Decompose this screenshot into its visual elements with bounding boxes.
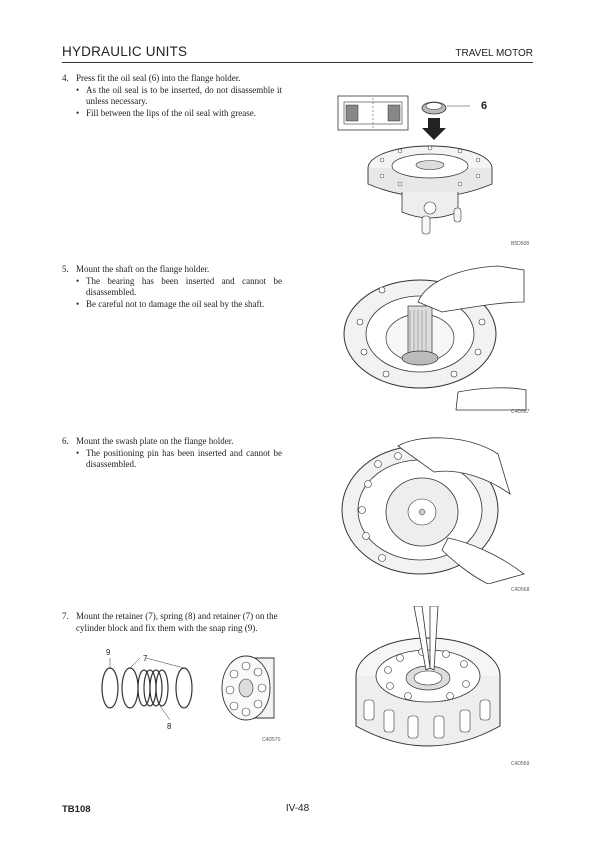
step-bullet: • As the oil seal is to be inserted, do not disassemble it unless necessary. [76, 85, 282, 108]
step-7 [62, 611, 282, 634]
page-number: IV-48 [285, 803, 310, 814]
chapter-title: TRAVEL MOTOR [455, 48, 533, 59]
step-number: 4. [62, 73, 69, 83]
step-6 [62, 436, 282, 471]
figure-code: C4D570 [262, 737, 281, 743]
figure-snap-ring-install [338, 606, 528, 766]
step-text: Mount the swash plate on the flange holder. [76, 436, 234, 446]
footer-model: TB108 [62, 804, 91, 815]
label-retainer: 7 [143, 654, 148, 663]
figure-swash-plate [338, 434, 528, 584]
callout-oil-seal: 6 [481, 100, 488, 112]
section-title: HYDRAULIC UNITS [62, 44, 188, 59]
step-bullet: • The bearing has been inserted and cannot be disassembled. [76, 276, 282, 299]
step-5 [62, 264, 282, 310]
figure-exploded-parts [98, 648, 288, 738]
step-number: 5. [62, 264, 69, 274]
step-text: Mount the shaft on the flange holder. [76, 264, 210, 274]
step-4 [62, 73, 282, 119]
step-number: 7. [62, 611, 69, 621]
step-bullet: • Be careful not to damage the oil seal by the shaft. [76, 299, 282, 311]
step-bullet: • Fill between the lips of the oil seal with grease. [76, 108, 282, 120]
figure-code: C4D569 [511, 761, 530, 767]
step-bullet: • The positioning pin has been inserted and cannot be disassembled. [76, 448, 282, 471]
figure-mount-shaft [338, 262, 528, 412]
label-snap-ring: 9 [106, 648, 111, 657]
label-spring: 8 [167, 722, 172, 731]
step-text: Press fit the oil seal (6) into the flange holder. [76, 73, 241, 83]
header-rule [62, 62, 533, 63]
figure-code: C4D567 [511, 409, 530, 415]
step-number: 6. [62, 436, 69, 446]
figure-oil-seal [330, 88, 530, 248]
figure-code: C4D568 [511, 587, 530, 593]
figure-code: B5D508 [511, 241, 530, 247]
arrow-down-icon [422, 118, 446, 140]
step-text: Mount the retainer (7), spring (8) and retainer (7) on the cylinder block and fix them with the snap ring (9). [76, 611, 278, 633]
